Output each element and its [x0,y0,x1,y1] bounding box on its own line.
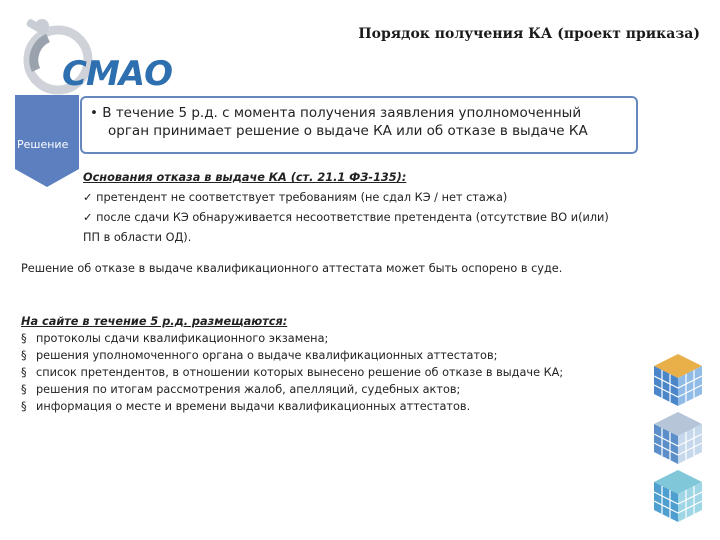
publication-section [21,313,641,415]
list-item: § протоколы сдачи квалификационного экзамена; [21,332,329,345]
step-label: Решение [17,138,69,151]
list-item: ✓ претендент не соответствует требованиям (не сдал КЭ / нет стажа) [83,191,508,204]
list-item: § решения по итогам рассмотрения жалоб, апелляций, судебных актов; [21,383,461,396]
cube-icon [652,410,704,466]
decision-text [90,104,630,140]
bullet-icon: § [21,383,27,396]
list-item: § решения уполномоченного органа о выдаче квалификационных аттестатов; [21,349,498,362]
refusal-grounds [83,168,663,248]
check-icon: ✓ [83,191,93,204]
list-item: § информация о месте и времени выдачи квалификационных аттестатов. [21,400,471,413]
box-line-1: В течение 5 р.д. с момента получения заявления уполномоченный [102,105,582,121]
bullet-icon: § [21,366,27,379]
decision-box [80,96,638,154]
list-item: ✓ после сдачи КЭ обнаруживается несоответствие претендента (отсутствие ВО и(или) [83,211,609,224]
box-line-2: орган принимает решение о выдаче КА или об отказе в выдаче КА [108,123,588,139]
refusal-heading: Основания отказа в выдаче КА (ст. 21.1 ФЗ-135): [83,171,407,184]
smao-logo [18,18,178,100]
box-bullet: • [90,105,98,121]
cube-icon [652,352,704,408]
list-item: § список претендентов, в отношении которых вынесено решение об отказе в выдаче КА; [21,366,564,379]
logo-text: СМАО [62,54,173,94]
page-title: Порядок получения КА (проект приказа) [358,26,700,42]
list-item-continuation: ПП в области ОД). [83,231,192,244]
check-icon: ✓ [83,211,93,224]
appeal-text: Решение об отказе в выдаче квалификационного аттестата может быть оспорено в суде. [21,262,563,275]
bullet-icon: § [21,332,27,345]
publication-heading: На сайте в течение 5 р.д. размещаются: [21,315,288,328]
publication-list [21,330,641,415]
bullet-icon: § [21,400,27,413]
cube-icon [652,468,704,524]
bullet-icon: § [21,349,27,362]
